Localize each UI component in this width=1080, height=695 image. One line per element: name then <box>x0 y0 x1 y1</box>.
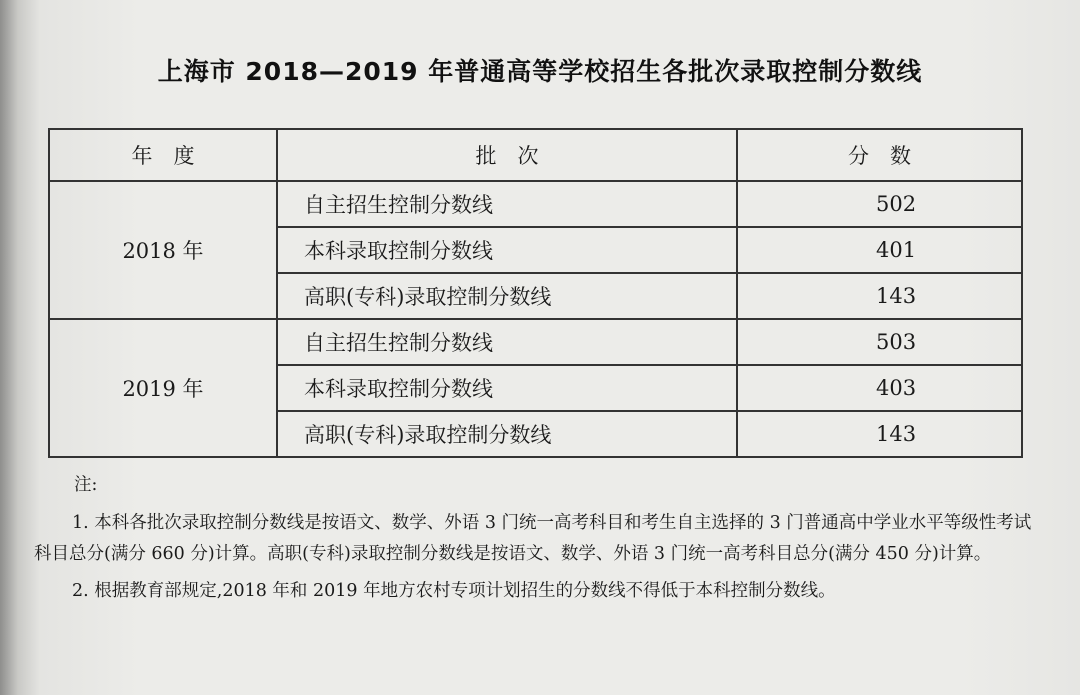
table-row <box>49 319 1022 365</box>
batch-cell: 本科录取控制分数线 <box>277 227 737 273</box>
score-cell: 502 <box>737 181 1022 227</box>
notes-heading: 注: <box>74 475 98 495</box>
score-cell: 503 <box>737 319 1022 365</box>
score-cell: 143 <box>737 411 1022 457</box>
header-year: 年 度 <box>49 129 277 181</box>
year-cell-2019: 2019 年 <box>49 319 277 457</box>
score-cell: 403 <box>737 365 1022 411</box>
batch-cell: 自主招生控制分数线 <box>277 319 737 365</box>
page-title: 上海市 2018—2019 年普通高等学校招生各批次录取控制分数线 <box>157 57 923 86</box>
notes-section <box>34 470 1034 606</box>
batch-cell: 自主招生控制分数线 <box>277 181 737 227</box>
batch-cell: 本科录取控制分数线 <box>277 365 737 411</box>
batch-cell: 高职(专科)录取控制分数线 <box>277 411 737 457</box>
table-row <box>49 181 1022 227</box>
score-table <box>48 128 1023 458</box>
note-item-1: 1. 本科各批次录取控制分数线是按语文、数学、外语 3 门统一高考科目和考生自主选择的 3 门普通高中学业水平等级性考试科目总分(满分 660 分)计算。高职(专科)录取控制分数线是按语文、数学、外语 3 门统一高考科目总分(满分 450 分)计算。 <box>34 513 1032 564</box>
note-item-2: 2. 根据教育部规定,2018 年和 2019 年地方农村专项计划招生的分数线不得低于本科控制分数线。 <box>72 581 836 601</box>
batch-cell: 高职(专科)录取控制分数线 <box>277 273 737 319</box>
year-cell-2018: 2018 年 <box>49 181 277 319</box>
header-batch: 批 次 <box>277 129 737 181</box>
header-score: 分 数 <box>737 129 1022 181</box>
score-cell: 401 <box>737 227 1022 273</box>
score-cell: 143 <box>737 273 1022 319</box>
table-header-row <box>49 129 1022 181</box>
